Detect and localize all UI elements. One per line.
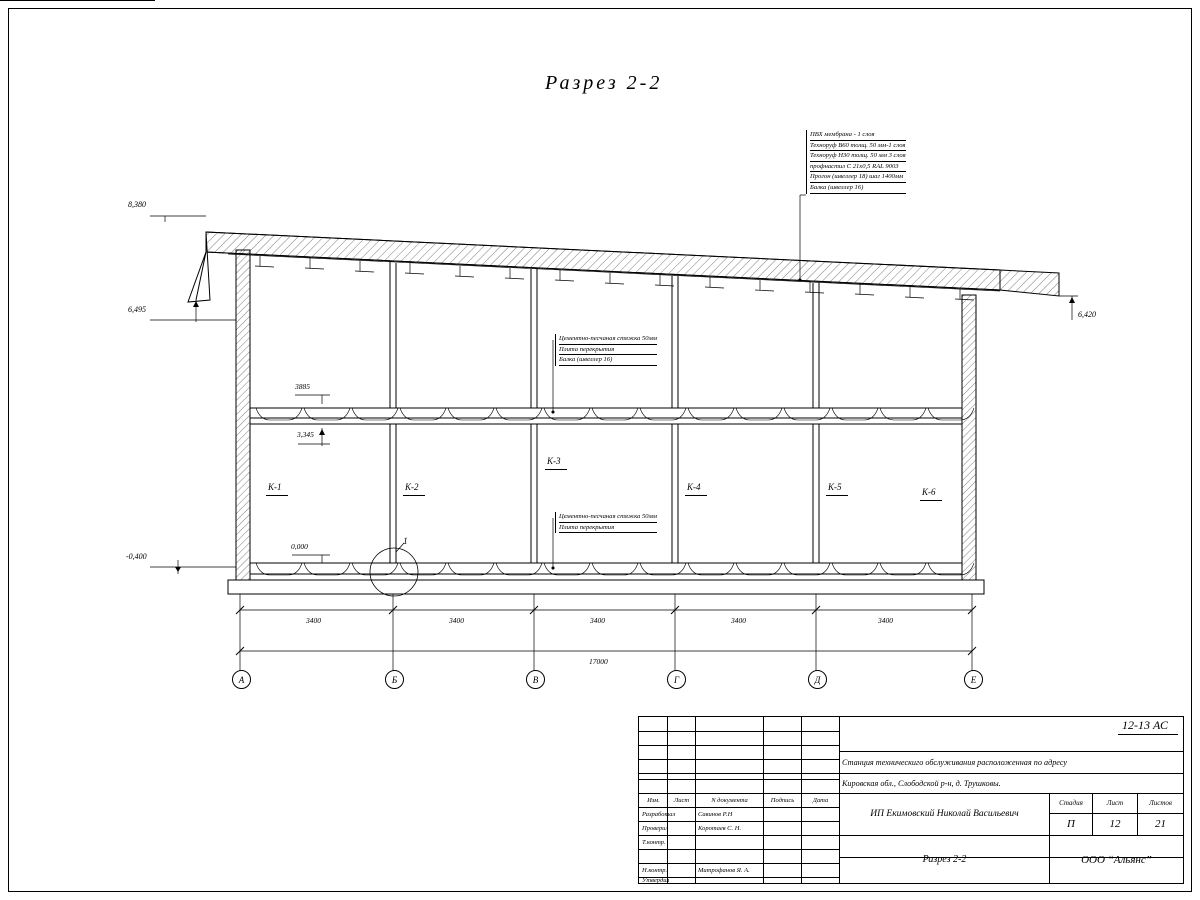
- title-block: [638, 716, 1184, 884]
- column-header-podpis: Подпись: [770, 796, 795, 804]
- lower-floor-annotation-line: Цементно-песчаная стяжка 50мм: [559, 512, 657, 523]
- level-mark: 3,345: [297, 430, 314, 439]
- roof-annotation-line: ПВХ мембрана - 1 слоя: [810, 130, 906, 141]
- axis-marker-v: В: [526, 670, 545, 689]
- role-name: [696, 849, 763, 863]
- column-label-underline: [826, 495, 848, 496]
- upper-floor-annotation-line: Плита перекрытия: [559, 345, 657, 356]
- dimension-span: 3400: [306, 616, 321, 625]
- stage-value-listov: 21: [1155, 818, 1166, 830]
- roof-annotation-line: Балка (швеллер 16): [810, 183, 906, 194]
- roof-annotation-line: Техноруф Н30 толщ. 50 мм 3 слоя: [810, 151, 906, 162]
- page-title: Разрез 2-2: [545, 72, 663, 94]
- role-name: Коротаев С. Н.: [698, 824, 742, 832]
- dimension-total: 17000: [589, 657, 608, 666]
- level-mark: -0,400: [126, 552, 147, 561]
- axis-marker-b: Б: [385, 670, 404, 689]
- role-label: Разработал: [642, 810, 676, 818]
- upper-floor-annotation-line: Цементно-песчаная стяжка 50мм: [559, 334, 657, 345]
- column-header-data: Дата: [812, 796, 829, 804]
- column-label-k3: К-3: [547, 456, 561, 466]
- roof-annotation: [806, 130, 906, 194]
- project-line-2: Кировская обл., Слободской р-н, д. Трушковы.: [842, 778, 1001, 788]
- column-label-k4: К-4: [687, 482, 701, 492]
- column-label-underline: [266, 495, 288, 496]
- stage-value-list: 12: [1109, 818, 1121, 830]
- level-mark: 8,380: [128, 200, 146, 209]
- axis-marker-a: А: [232, 670, 251, 689]
- lower-floor-annotation-line: Плита перекрытия: [559, 523, 657, 534]
- column-header-ndoc: N документа: [711, 796, 748, 804]
- column-label-k1: К-1: [268, 482, 282, 492]
- sheet-title: Разрез 2-2: [922, 854, 967, 865]
- upper-floor-annotation: [555, 334, 657, 366]
- role-label: Н.контр.: [642, 866, 668, 874]
- stage-value-stadia: П: [1067, 818, 1075, 830]
- dimension-span: 3400: [878, 616, 893, 625]
- level-mark: 0,000: [291, 542, 308, 551]
- roof-annotation-line: Техноруф В60 толщ. 50 мм-1 слоя: [810, 141, 906, 152]
- title-underline: [0, 0, 155, 1]
- level-mark: 3885: [295, 382, 310, 391]
- dimension-span: 3400: [731, 616, 746, 625]
- axis-marker-e: Е: [964, 670, 983, 689]
- project-line-1: Станция техническиго обслуживания расположенная по адресу: [842, 757, 1068, 767]
- level-mark: 6,420: [1078, 310, 1096, 319]
- column-label-underline: [920, 500, 942, 501]
- column-label-k5: К-5: [828, 482, 842, 492]
- column-header-izm: Изм.: [647, 796, 660, 804]
- level-mark: 6,495: [128, 305, 146, 314]
- column-label-underline: [545, 469, 567, 470]
- axis-marker-d: Д: [808, 670, 827, 689]
- dimension-span: 3400: [449, 616, 464, 625]
- role-label: Т.контр.: [642, 838, 666, 846]
- role-name: [696, 877, 763, 884]
- stage-header-list: Лист: [1106, 799, 1124, 807]
- upper-floor-annotation-line: Балка (швеллер 16): [559, 355, 657, 366]
- column-label-k2: К-2: [405, 482, 419, 492]
- role-name: Митрофанов Я. А.: [698, 866, 750, 874]
- company-name: ООО “Альянс”: [1081, 853, 1152, 866]
- role-label: [640, 849, 695, 863]
- role-name: Савинов Р.Н: [698, 810, 733, 818]
- column-label-underline: [685, 495, 707, 496]
- roof-annotation-line: профнастил С 21x0,5 RAL 9003: [810, 162, 906, 173]
- customer-name: ИП Екимовский Николай Васильевич: [870, 809, 1019, 819]
- role-label: Утвердил: [642, 877, 670, 884]
- role-name: [696, 835, 763, 849]
- lower-floor-annotation: [555, 512, 657, 533]
- axis-marker-g: Г: [667, 670, 686, 689]
- roof-annotation-line: Прогон (швеллер 18) шаг 1400мм: [810, 172, 906, 183]
- column-label-k6: К-6: [922, 487, 936, 497]
- column-label-underline: [403, 495, 425, 496]
- detail-callout-label: 1: [403, 537, 408, 547]
- column-header-list: Лист: [673, 796, 690, 804]
- drawing-number: 12-13 АС: [1122, 718, 1169, 732]
- stage-header-stadia: Стадия: [1059, 799, 1083, 807]
- dimension-span: 3400: [590, 616, 605, 625]
- role-label: Проверил: [642, 824, 669, 832]
- stage-header-listov: Листов: [1149, 799, 1172, 807]
